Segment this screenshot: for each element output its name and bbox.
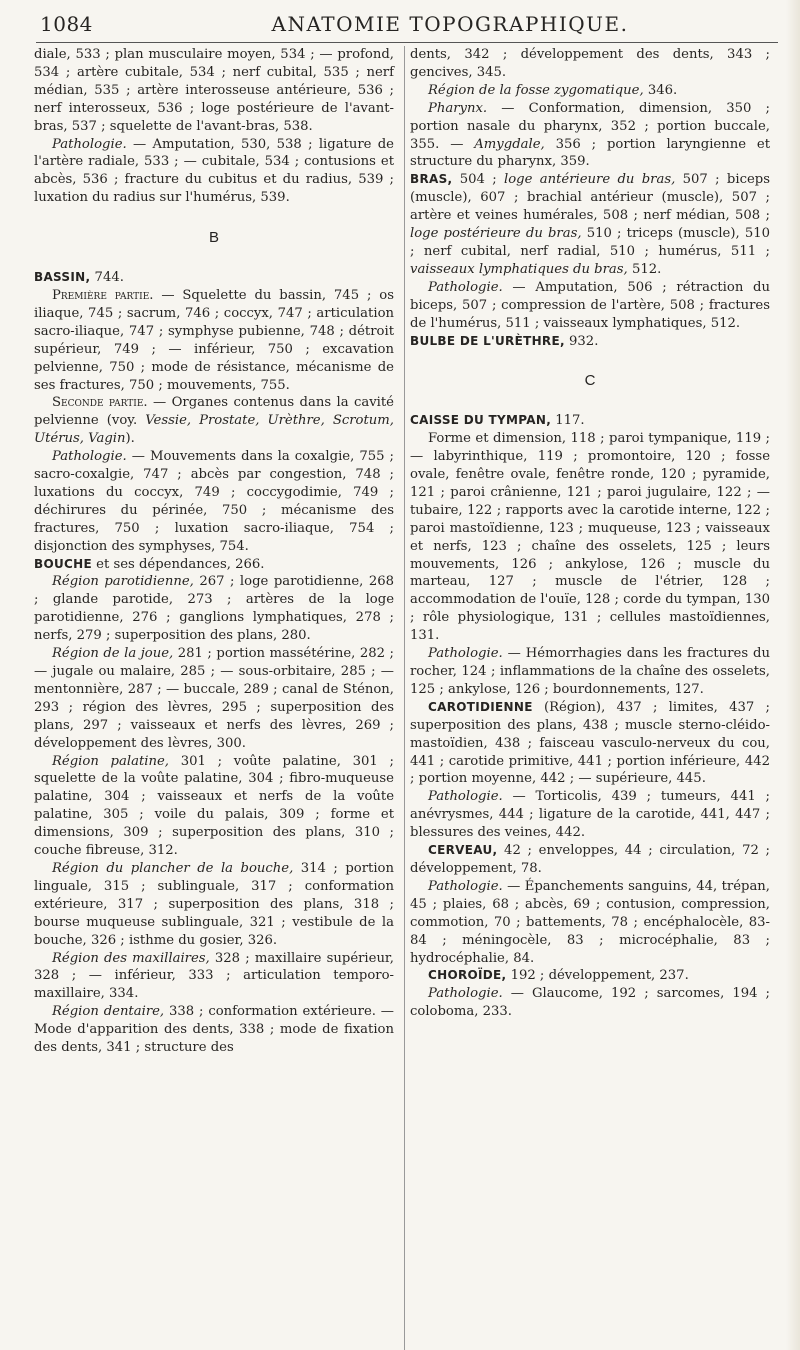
cross-refs: Vessie, Prostate, Urèthre, Scrotum, Utérus, Vagin bbox=[34, 413, 394, 447]
label: Première partie. bbox=[52, 287, 154, 303]
headword: CHOROÏDE, bbox=[428, 968, 507, 983]
text: 338 ; conformation extérieure. — Mode d'apparition des dents, 338 ; mode de fixation des dents, 341 ; structure des bbox=[34, 1004, 394, 1056]
entry-caisse-tympan bbox=[410, 412, 770, 430]
headword: BASSIN, bbox=[34, 270, 91, 285]
text: 42 ; enveloppes, 44 ; circulation, 72 ; développement, 78. bbox=[410, 843, 770, 876]
loge-posterieure: loge postérieure du bras, bbox=[410, 226, 582, 242]
text: et ses dépendances, 266. bbox=[91, 556, 265, 572]
text: — Amputation, 530, 538 ; ligature de l'artère radiale, 533 ; — cubitale, 534 ; contusions et abcès, 536 ; fracture du cubitus et du radius, 539 ; luxation du radius sur l'humérus, 539. bbox=[34, 136, 394, 206]
label: Pathologie. bbox=[428, 789, 503, 805]
pathologie-avant-bras bbox=[34, 136, 394, 208]
region-maxillaires bbox=[34, 950, 394, 1004]
label: Région du plancher de la bouche, bbox=[52, 860, 294, 876]
region-parotidienne bbox=[34, 573, 394, 645]
label: Région parotidienne, bbox=[52, 574, 194, 590]
label: Seconde partie. bbox=[52, 395, 148, 411]
entry-bulbe bbox=[410, 333, 770, 351]
label: Région palatine, bbox=[52, 753, 169, 769]
entry-bouche bbox=[34, 556, 394, 574]
page-number: 1084 bbox=[40, 12, 93, 36]
region-joue bbox=[34, 645, 394, 752]
text: 192 ; développement, 237. bbox=[506, 968, 689, 984]
running-head: ANATOMIE TOPOGRAPHIQUE. bbox=[271, 12, 629, 36]
label: Pathologie. bbox=[428, 646, 503, 662]
entry-cerveau bbox=[410, 842, 770, 878]
label: Région de la joue, bbox=[52, 646, 174, 662]
entry-continuation: diale, 533 ; plan musculaire moyen, 534 ; — profond, 534 ; artère cubitale, 534 ; nerf cubital, 535 ; nerf médian, 535 ; artère interosseuse antérieure, 536 ; nerf interosseux, 536 ; loge postérieure de l'avant-bras, 537 ; squelette de l'avant-bras, 538. bbox=[34, 47, 394, 134]
pathologie-cerveau bbox=[410, 878, 770, 968]
text: 356 ; portion laryngienne et structure du pharynx, 359. bbox=[410, 136, 770, 170]
text: 328 ; maxillaire supérieur, 328 ; — inférieur, 333 ; articulation temporo-maxillaire, 334. bbox=[34, 950, 394, 1002]
text: 932. bbox=[564, 333, 599, 349]
label: Pathologie. bbox=[428, 986, 503, 1002]
text: — Épanchements sanguins, 44, trépan, 45 ; plaies, 68 ; abcès, 69 ; contusion, compression, commotion, 70 ; battements, 78 ; encéphalocèle, 83-84 ; méningocèle, 83 ; microcéphalie, 83 ; hydrocéphalie, 84. bbox=[410, 878, 770, 966]
label: Pathologie. bbox=[428, 279, 503, 295]
text: — Amputation, 506 ; rétraction du biceps, 507 ; compression de l'artère, 508 ; fractures de l'humérus, 511 ; vaisseaux lymphatiques, 512. bbox=[410, 279, 770, 331]
bassin-part-1 bbox=[34, 287, 394, 394]
header-rule bbox=[36, 42, 778, 43]
text: — Mouvements dans la coxalgie, 755 ; sacro-coxalgie, 747 ; abcès par congestion, 748 ; luxations du coccyx, 749 ; coccygodimie, 749 ; déchirures du périnée, 750 ; mécanisme des fractures, 750 ; luxation sacro-iliaque, 754 ; disjonction des symphyses, 754. bbox=[34, 449, 394, 554]
entry-choroide bbox=[410, 967, 770, 985]
entry-bassin bbox=[34, 269, 394, 287]
text: — Squelette du bassin, 745 ; os iliaque, 745 ; sacrum, 746 ; coccyx, 747 ; articulation sacro-iliaque, 747 ; symphyse pubienne, 748 ; détroit supérieur, 749 ; — inférieur, 750 ; excavation pelvienne, 750 ; mode de résistance, mécanisme de ses fractures, 750 ; mouvements, 755. bbox=[34, 287, 394, 393]
text: 744. bbox=[90, 270, 124, 286]
pathologie-bras bbox=[410, 279, 770, 333]
headword: BULBE DE L'URÈTHRE, bbox=[410, 333, 565, 348]
label: Pathologie. bbox=[52, 136, 127, 152]
label: Pathologie. bbox=[52, 449, 127, 465]
text: 346. bbox=[643, 82, 678, 98]
right-column bbox=[410, 46, 770, 1021]
text: 301 ; voûte palatine, 301 ; squelette de la voûte palatine, 304 ; fibro-muqueuse palatine, 304 ; vaisseaux et nerfs de la voûte palatine, 305 ; voile du palais, 309 ; forme et dimensions, 309 ; superposition des plans, 310 ; couche fibreuse, 312. bbox=[34, 753, 394, 859]
region-dentaire bbox=[34, 1003, 394, 1057]
text: 117. bbox=[551, 413, 585, 429]
text: — Torticolis, 439 ; tumeurs, 441 ; anévrysmes, 444 ; ligature de la carotide, 441, 447 ; blessures des veines, 442. bbox=[410, 789, 770, 841]
bassin-part-2 bbox=[34, 394, 394, 448]
label: Région dentaire, bbox=[52, 1004, 165, 1020]
headword: CERVEAU, bbox=[428, 843, 498, 858]
text: 267 ; loge parotidienne, 268 ; glande parotide, 273 ; artères de la loge parotidienne, 276 ; ganglions lymphatiques, 278 ; nerfs, 279 ; superposition des plans, 280. bbox=[34, 574, 395, 644]
column-divider bbox=[404, 46, 405, 1350]
pathologie-carotidienne bbox=[410, 788, 770, 842]
text: — Glaucome, 192 ; sarcomes, 194 ; coloboma, 233. bbox=[410, 986, 770, 1020]
pathologie-choroide bbox=[410, 985, 770, 1021]
section-letter-c: C bbox=[584, 372, 596, 390]
text: 507 ; biceps (muscle), 607 ; brachial antérieur (muscle), 507 ; artère et veines humérales, 508 ; nerf médian, 508 ; bbox=[410, 172, 770, 224]
text: — Conformation, dimension, 350 ; portion nasale du pharynx, 352 ; portion buccale, 355. — bbox=[410, 100, 770, 152]
page-edge-shadow bbox=[786, 0, 800, 1350]
region-palatine bbox=[34, 753, 394, 860]
label: Pharynx. bbox=[428, 100, 488, 116]
headword: BRAS, bbox=[410, 172, 453, 187]
region-plancher-bouche bbox=[34, 860, 394, 950]
label: Région de la fosse zygomatique, bbox=[428, 82, 644, 98]
text: 510 ; triceps (muscle), 510 ; nerf cubital, nerf radial, 510 ; humérus, 511 ; bbox=[410, 226, 770, 259]
caisse-body: Forme et dimension, 118 ; paroi tympanique, 119 ; — labyrinthique, 119 ; promontoire, 120 ; fosse ovale, fenêtre ovale, fenêtre ronde, 120 ; pyramide, 121 ; paroi crânienne, 121 ; paroi jugulaire, 122 ; — tubaire, 122 ; rapports avec la carotide interne, 122 ; paroi mastoïdienne, 123 ; muqueuse, 123 ; vaisseaux et nerfs, 123 ; chaîne des osselets, 125 ; leurs mouvements, 126 ; ankylose, 126 ; muscle du marteau, 127 ; muscle de l'étrier, 128 ; accommodation de l'ouïe, 128 ; corde du tympan, 130 ; rôle physiologique, 131 ; cellules mastoïdiennes, 131. bbox=[410, 431, 770, 644]
label: Pathologie. bbox=[428, 878, 503, 894]
headword: CAISSE DU TYMPAN, bbox=[410, 413, 552, 428]
text: 281 ; portion massétérine, 282 ; — jugale ou malaire, 285 ; — sous-orbitaire, 285 ; — mentonnière, 287 ; — buccale, 289 ; canal de Sténon, 293 ; région des lèvres, 295 ; superposition des plans, 297 ; vaisseaux et nerfs des lèvres, 269 ; développement des lèvres, 300. bbox=[34, 646, 394, 751]
headword: BOUCHE bbox=[34, 556, 92, 571]
amygdale: Amygdale, bbox=[474, 136, 545, 152]
text: ). bbox=[125, 431, 135, 447]
left-column bbox=[34, 46, 394, 1057]
text: 314 ; portion linguale, 315 ; sublinguale, 317 ; conformation extérieure, 317 ; superposition des plans, 318 ; bourse muqueuse sublinguale, 321 ; vestibule de la bouche, 326 ; isthme du gosier, 326. bbox=[34, 860, 394, 948]
region-fosse-zygomatique bbox=[410, 82, 770, 100]
entry-continuation: dents, 342 ; développement des dents, 343 ; gencives, 345. bbox=[410, 47, 770, 80]
label: Région des maxillaires, bbox=[52, 950, 210, 966]
text: 512. bbox=[627, 261, 662, 277]
pharynx bbox=[410, 100, 770, 172]
text: — Organes contenus dans la cavité pelvienne (voy. bbox=[34, 395, 394, 429]
entry-carotidienne bbox=[410, 699, 770, 789]
section-letter-b: B bbox=[208, 229, 219, 247]
vaisseaux-lymphatiques: vaisseaux lymphatiques du bras, bbox=[410, 261, 628, 277]
entry-bras bbox=[410, 171, 770, 278]
loge-anterieure: loge antérieure du bras, bbox=[504, 172, 676, 188]
pathologie-caisse bbox=[410, 645, 770, 699]
headword: CAROTIDIENNE bbox=[428, 699, 533, 714]
text: 504 ; bbox=[452, 172, 504, 188]
pathologie-bassin bbox=[34, 448, 394, 555]
text: — Hémorrhagies dans les fractures du rocher, 124 ; inflammations de la chaîne des osselets, 125 ; ankylose, 126 ; bourdonnements, 127. bbox=[410, 646, 770, 697]
text: (Région), 437 ; limites, 437 ; superposition des plans, 438 ; muscle sterno-cléido-mastoïdien, 438 ; faisceau vasculo-nerveux du cou, 441 ; carotide primitive, 441 ; portion inférieure, 442 ; portion moyenne, 442 ; — supérieure, 445. bbox=[410, 699, 770, 787]
